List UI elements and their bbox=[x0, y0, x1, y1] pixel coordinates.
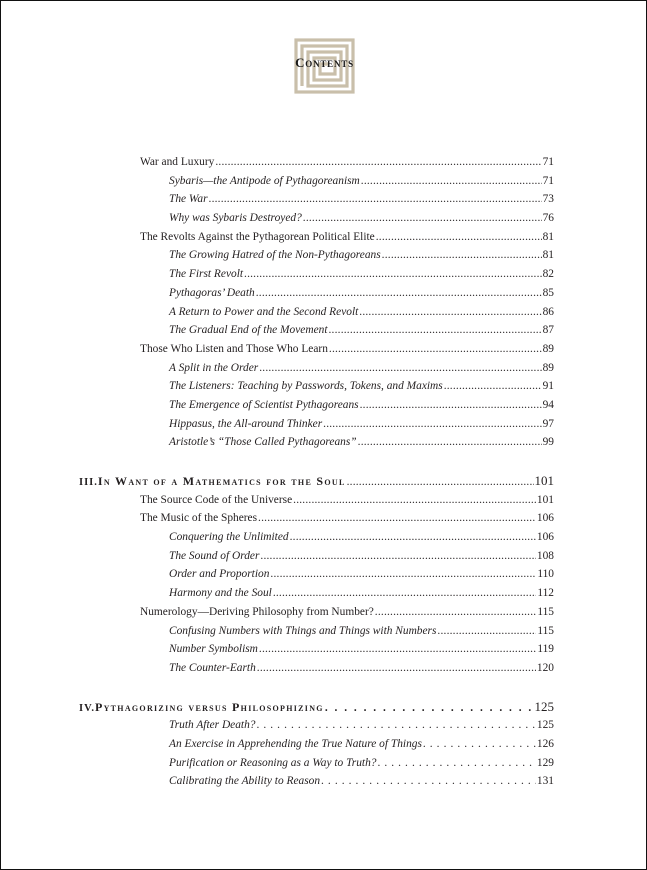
toc-entry-page: 129 bbox=[536, 756, 554, 769]
toc-subentry bbox=[79, 209, 554, 228]
dot-leader bbox=[257, 659, 536, 678]
toc-subentry bbox=[79, 359, 554, 378]
toc-entry-title: Those Who Listen and Those Who Learn bbox=[140, 342, 328, 355]
toc-entry-title: A Return to Power and the Second Revolt bbox=[169, 305, 359, 318]
toc-entry-title: Aristotle’s “Those Called Pythagoreans” bbox=[169, 436, 357, 449]
toc-entry-page: 82 bbox=[542, 268, 554, 281]
toc-entry-title: Conquering the Unlimited bbox=[169, 531, 289, 544]
toc-entry-title: Harmony and the Soul bbox=[169, 587, 272, 600]
toc-subentry bbox=[79, 396, 554, 415]
toc-subentry bbox=[79, 547, 554, 566]
toc-entry-page: 106 bbox=[536, 512, 554, 525]
toc-entry bbox=[79, 228, 554, 247]
toc-part-heading bbox=[79, 472, 554, 491]
toc-entry-title: In Want of a Mathematics for the Soul bbox=[97, 474, 346, 488]
toc-entry-page: 106 bbox=[536, 531, 554, 544]
dot-leader bbox=[361, 172, 542, 191]
dot-leader bbox=[377, 754, 535, 773]
toc-entry-title: The Counter-Earth bbox=[169, 661, 256, 674]
page-title: Contents bbox=[295, 55, 354, 70]
dot-leader bbox=[347, 473, 534, 492]
section-spacer bbox=[79, 678, 554, 698]
toc-entry bbox=[79, 153, 554, 172]
toc-entry-title: Confusing Numbers with Things and Things with Numbers bbox=[169, 624, 437, 637]
toc-part-heading bbox=[79, 698, 554, 717]
toc-entry-page: 87 bbox=[542, 324, 554, 337]
toc-entry-title: Sybaris—the Antipode of Pythagoreanism bbox=[169, 174, 360, 187]
toc-entry-page: 81 bbox=[542, 230, 554, 243]
toc-entry-page: 81 bbox=[542, 249, 554, 262]
toc-entry-page: 131 bbox=[536, 775, 554, 788]
dot-leader bbox=[273, 584, 537, 603]
toc-subentry bbox=[79, 716, 554, 735]
dot-leader bbox=[244, 265, 542, 284]
contents-header bbox=[294, 38, 355, 94]
toc-subentry bbox=[79, 565, 554, 584]
toc-entry-title: The First Revolt bbox=[169, 268, 244, 281]
toc-entry-page: 101 bbox=[536, 493, 554, 506]
section-spacer bbox=[79, 452, 554, 472]
dot-leader bbox=[359, 303, 541, 322]
dot-leader bbox=[256, 284, 542, 303]
dot-leader bbox=[257, 716, 536, 735]
toc-entry-title: Why was Sybaris Destroyed? bbox=[169, 212, 302, 225]
dot-leader bbox=[382, 246, 542, 265]
dot-leader bbox=[259, 640, 536, 659]
toc-subentry bbox=[79, 415, 554, 434]
toc-entry-title: Truth After Death? bbox=[169, 719, 256, 732]
toc-subentry bbox=[79, 433, 554, 452]
toc-entry-page: 110 bbox=[537, 568, 554, 581]
toc-entry-title: Calibrating the Ability to Reason bbox=[169, 775, 321, 788]
dot-leader bbox=[293, 491, 536, 510]
dot-leader bbox=[437, 622, 536, 641]
toc-entry-page: 71 bbox=[542, 156, 554, 168]
dot-leader bbox=[215, 153, 541, 172]
toc-entry bbox=[79, 340, 554, 359]
dot-leader bbox=[325, 699, 534, 718]
toc-entry-page: 112 bbox=[537, 587, 554, 600]
dot-leader bbox=[303, 209, 542, 228]
toc-subentry bbox=[79, 303, 554, 322]
toc-entry-title: Number Symbolism bbox=[169, 643, 258, 656]
dot-leader bbox=[329, 340, 542, 359]
toc-entry-page: 125 bbox=[536, 719, 554, 732]
toc-entry bbox=[79, 491, 554, 510]
toc-entry-page: 86 bbox=[542, 305, 554, 318]
toc-entry-page: 108 bbox=[536, 549, 554, 562]
toc-subentry bbox=[79, 772, 554, 791]
dot-leader bbox=[358, 433, 542, 452]
toc-subentry bbox=[79, 377, 554, 396]
toc-entry-title: An Exercise in Apprehending the True Nature of Things bbox=[169, 737, 422, 750]
dot-leader bbox=[260, 547, 536, 566]
toc-subentry bbox=[79, 754, 554, 773]
toc-subentry bbox=[79, 172, 554, 191]
toc-entry-title: The Source Code of the Universe bbox=[140, 493, 293, 506]
toc-subentry bbox=[79, 528, 554, 547]
toc-entry-page: 126 bbox=[536, 737, 554, 750]
toc-subentry bbox=[79, 246, 554, 265]
toc-entry-title: Hippasus, the All-around Thinker bbox=[169, 417, 323, 430]
toc-entry bbox=[79, 509, 554, 528]
toc-entry-title: A Split in the Order bbox=[169, 361, 259, 374]
toc-entry-page: 120 bbox=[536, 661, 554, 674]
toc-entry-page: 119 bbox=[537, 643, 554, 656]
toc-entry-page: 94 bbox=[542, 398, 554, 411]
dot-leader bbox=[376, 228, 542, 247]
toc-subentry bbox=[79, 284, 554, 303]
toc-entry-page: 115 bbox=[537, 605, 554, 618]
toc-subentry bbox=[79, 622, 554, 641]
toc-entry bbox=[79, 603, 554, 622]
part-number: III. bbox=[79, 477, 98, 488]
dot-leader bbox=[209, 190, 542, 209]
toc-entry-title: Numerology—Deriving Philosophy from Number? bbox=[140, 605, 374, 618]
toc-entry-title: Pythagoras’ Death bbox=[169, 286, 255, 299]
dot-leader bbox=[323, 415, 541, 434]
toc-entry-title: The War bbox=[169, 193, 208, 206]
dot-leader bbox=[258, 509, 536, 528]
table-of-contents bbox=[79, 153, 554, 791]
dot-leader bbox=[423, 735, 536, 754]
toc-subentry bbox=[79, 190, 554, 209]
toc-entry-title: The Gradual End of the Movement bbox=[169, 324, 328, 337]
toc-entry-title: The Growing Hatred of the Non-Pythagoreans bbox=[169, 249, 381, 262]
toc-entry-title: Purification or Reasoning as a Way to Truth? bbox=[169, 756, 377, 769]
toc-subentry bbox=[79, 321, 554, 340]
toc-entry-page: 91 bbox=[542, 380, 554, 393]
toc-entry-title: The Sound of Order bbox=[169, 549, 260, 562]
toc-entry-page: 76 bbox=[542, 212, 554, 225]
toc-entry-page: 89 bbox=[542, 342, 554, 355]
toc-entry-title: The Emergence of Scientist Pythagoreans bbox=[169, 398, 359, 411]
dot-leader bbox=[360, 396, 542, 415]
toc-subentry bbox=[79, 640, 554, 659]
dot-leader bbox=[375, 603, 537, 622]
toc-entry-title: The Revolts Against the Pythagorean Political Elite bbox=[140, 230, 375, 243]
toc-entry-page: 99 bbox=[542, 436, 554, 449]
toc-entry-page: 125 bbox=[534, 698, 554, 714]
toc-subentry bbox=[79, 265, 554, 284]
toc-entry-title: War and Luxury bbox=[140, 156, 215, 168]
toc-entry-title: The Listeners: Teaching by Passwords, Tokens, and Maxims bbox=[169, 380, 443, 393]
toc-entry-page: 115 bbox=[537, 624, 554, 637]
toc-subentry bbox=[79, 659, 554, 678]
dot-leader bbox=[321, 772, 536, 791]
toc-entry-page: 73 bbox=[542, 193, 554, 206]
toc-entry-page: 85 bbox=[542, 286, 554, 299]
toc-subentry bbox=[79, 735, 554, 754]
toc-entry-page: 97 bbox=[542, 417, 554, 430]
dot-leader bbox=[259, 359, 541, 378]
toc-entry-title: The Music of the Spheres bbox=[140, 512, 258, 525]
toc-entry-page: 71 bbox=[542, 174, 554, 187]
toc-entry-page: 101 bbox=[534, 473, 554, 488]
dot-leader bbox=[270, 565, 536, 584]
toc-subentry bbox=[79, 584, 554, 603]
dot-leader bbox=[290, 528, 536, 547]
toc-entry-page: 89 bbox=[542, 361, 554, 374]
toc-entry-title: Pythagorizing versus Philosophizing bbox=[94, 699, 324, 714]
dot-leader bbox=[444, 377, 542, 396]
dot-leader bbox=[329, 321, 542, 340]
toc-entry-title: Order and Proportion bbox=[169, 568, 270, 581]
part-number: IV. bbox=[79, 702, 95, 714]
